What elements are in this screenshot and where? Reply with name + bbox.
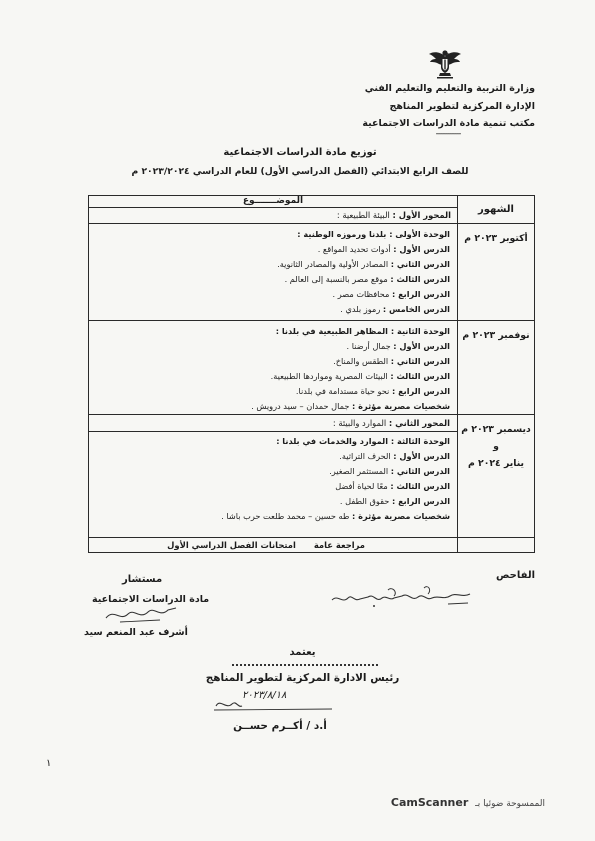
topic-cell <box>89 415 458 538</box>
month-label: نوفمبر ٢٠٢٣ م <box>462 330 530 341</box>
line-text: الحرف التراثية. <box>339 451 391 461</box>
approval-dotted-line <box>232 664 378 666</box>
line-text: الموارد والخدمات في بلدنا : <box>276 436 388 446</box>
line-label: الدرس الرابع : <box>391 289 450 299</box>
document-subtitle: للصف الرابع الابتدائي (الفصل الدراسي الأول) للعام الدراسي ٢٠٢٣/٢٠٢٤ م <box>131 166 469 177</box>
axis-label: المحور الثاني : <box>388 418 450 428</box>
scanner-brand: CamScanner <box>390 796 469 809</box>
examiner-signature <box>328 580 476 612</box>
advisor-title: مستشار <box>122 574 163 585</box>
lesson-line <box>89 257 450 272</box>
examiner-title: الفاحص <box>496 570 535 581</box>
unit-line <box>89 434 450 449</box>
lesson-line <box>89 354 450 369</box>
unit-line <box>89 324 450 339</box>
lesson-line <box>89 464 450 479</box>
line-label: الدرس الأول : <box>393 341 450 351</box>
lesson-line <box>89 272 450 287</box>
line-text: بلدنا ورموزه الوطنية : <box>297 229 387 239</box>
line-label: الدرس الرابع : <box>391 496 450 506</box>
line-label: الدرس الثاني : <box>390 466 450 476</box>
month-cell <box>458 321 535 415</box>
topic-column-header: الموضـــــــوع <box>89 196 458 208</box>
line-label: الدرس الثالث : <box>390 371 450 381</box>
axis-2 <box>89 415 457 432</box>
figures-line <box>89 509 450 524</box>
scanner-watermark <box>391 796 545 809</box>
line-label: الدرس الأول : <box>393 244 450 254</box>
line-text: المصادر الأولية والمصادر الثانوية. <box>277 259 389 269</box>
axis-label: المحور الأول : <box>392 210 451 220</box>
line-text: المستثمر الصغير. <box>329 466 389 476</box>
figures-line <box>89 399 450 414</box>
line-text: جمال حمدان – سيد درويش . <box>251 401 350 411</box>
month-label: أكتوبر ٢٠٢٣ م <box>464 233 528 244</box>
final-topic-cell <box>89 538 458 553</box>
line-text: حقوق الطفل . <box>339 496 390 506</box>
advisor-subject: مادة الدراسات الاجتماعية <box>92 594 210 605</box>
first-term-exams: امتحانات الفصل الدراسي الأول <box>167 540 296 550</box>
final-row <box>89 538 535 553</box>
axis-text: الموارد والبيئة : <box>332 418 387 428</box>
unit-line <box>89 227 450 242</box>
table-row <box>89 415 535 538</box>
table-row <box>89 224 535 321</box>
page-number: ١ <box>46 758 52 769</box>
lesson-line <box>89 479 450 494</box>
line-label: الدرس الثاني : <box>390 356 450 366</box>
table-row <box>89 321 535 415</box>
line-text: المظاهر الطبيعية في بلدنا : <box>275 326 388 336</box>
months-column-header: الشهور <box>458 196 535 224</box>
line-label: شخصيات مصرية مؤثرة : <box>352 511 450 521</box>
scanner-text: الممسوحة ضوئيا بـ <box>475 799 545 809</box>
axis-1 <box>89 208 458 224</box>
lesson-line <box>89 369 450 384</box>
month-cell <box>458 224 535 321</box>
lesson-line <box>89 287 450 302</box>
line-text: جمال أرضنا . <box>346 341 391 351</box>
lesson-line <box>89 384 450 399</box>
approver-position: رئيس الادارة المركزية لتطوير المناهج <box>205 672 400 684</box>
line-label: الوحدة الثالثة : <box>390 436 450 446</box>
line-text: البيئات المصرية ومواردها الطبيعية. <box>270 371 388 381</box>
month-label: ديسمبر ٢٠٢٣ م <box>461 424 531 435</box>
approval-date: ٢٠٢٣/٨/١٨ <box>242 690 287 701</box>
eagle-emblem-icon <box>428 47 462 81</box>
line-text: موقع مصر بالنسبة إلى العالم . <box>284 274 388 284</box>
approval-handwritten-date <box>212 688 342 714</box>
line-label: الوحدة الثانية : <box>390 326 450 336</box>
line-text: معًا لحياة أفضل <box>335 481 388 491</box>
line-text: طه حسين – محمد طلعت حرب باشا . <box>221 511 350 521</box>
line-text: الطقس والمناخ. <box>333 356 389 366</box>
line-text: محافظات مصر . <box>332 289 390 299</box>
office-name: مكتب تنمية مادة الدراسات الاجتماعية <box>362 118 535 129</box>
line-label: الدرس الخامس : <box>382 304 450 314</box>
lesson-line <box>89 449 450 464</box>
final-month-cell <box>458 538 535 553</box>
axis-text: البيئة الطبيعية : <box>336 210 390 220</box>
line-label: الدرس الثاني : <box>390 259 450 269</box>
lesson-line <box>89 302 450 317</box>
ministry-header <box>362 80 535 133</box>
line-label: شخصيات مصرية مؤثرة : <box>352 401 450 411</box>
line-label: الدرس الثالث : <box>390 274 450 284</box>
line-text: رموز بلدي . <box>340 304 381 314</box>
month-cell <box>458 415 535 538</box>
advisor-signature <box>100 602 180 626</box>
distribution-table <box>88 195 535 553</box>
general-review: مراجعة عامة <box>313 540 365 550</box>
central-admin-name: الإدارة المركزية لتطوير المناهج <box>389 100 535 112</box>
approver-name: أ.د / أكــرم حســن <box>233 720 327 732</box>
lesson-line <box>89 339 450 354</box>
line-text: أدوات تحديد المواقع . <box>317 244 391 254</box>
ministry-name: وزارة التربية والتعليم والتعليم الفني <box>364 83 535 94</box>
topic-cell <box>89 224 458 321</box>
line-label: الدرس الرابع : <box>391 386 450 396</box>
advisor-name: أشرف عبد المنعم سيد <box>84 627 188 638</box>
approval-label: يعتمد <box>289 647 316 658</box>
topic-cell <box>89 321 458 415</box>
month-conjunction: و <box>493 441 499 452</box>
table-header-row <box>89 196 535 208</box>
lesson-line <box>89 242 450 257</box>
line-label: الدرس الأول : <box>393 451 450 461</box>
line-text: نحو حياة مستدامة في بلدنا. <box>295 386 390 396</box>
line-label: الوحدة الأولى : <box>389 229 450 239</box>
line-label: الدرس الثالث : <box>390 481 450 491</box>
lesson-line <box>89 494 450 509</box>
document-title: توزيع مادة الدراسات الاجتماعية <box>223 147 377 158</box>
month-label: يناير ٢٠٢٤ م <box>467 458 525 469</box>
header-divider: ----------- <box>435 129 461 139</box>
